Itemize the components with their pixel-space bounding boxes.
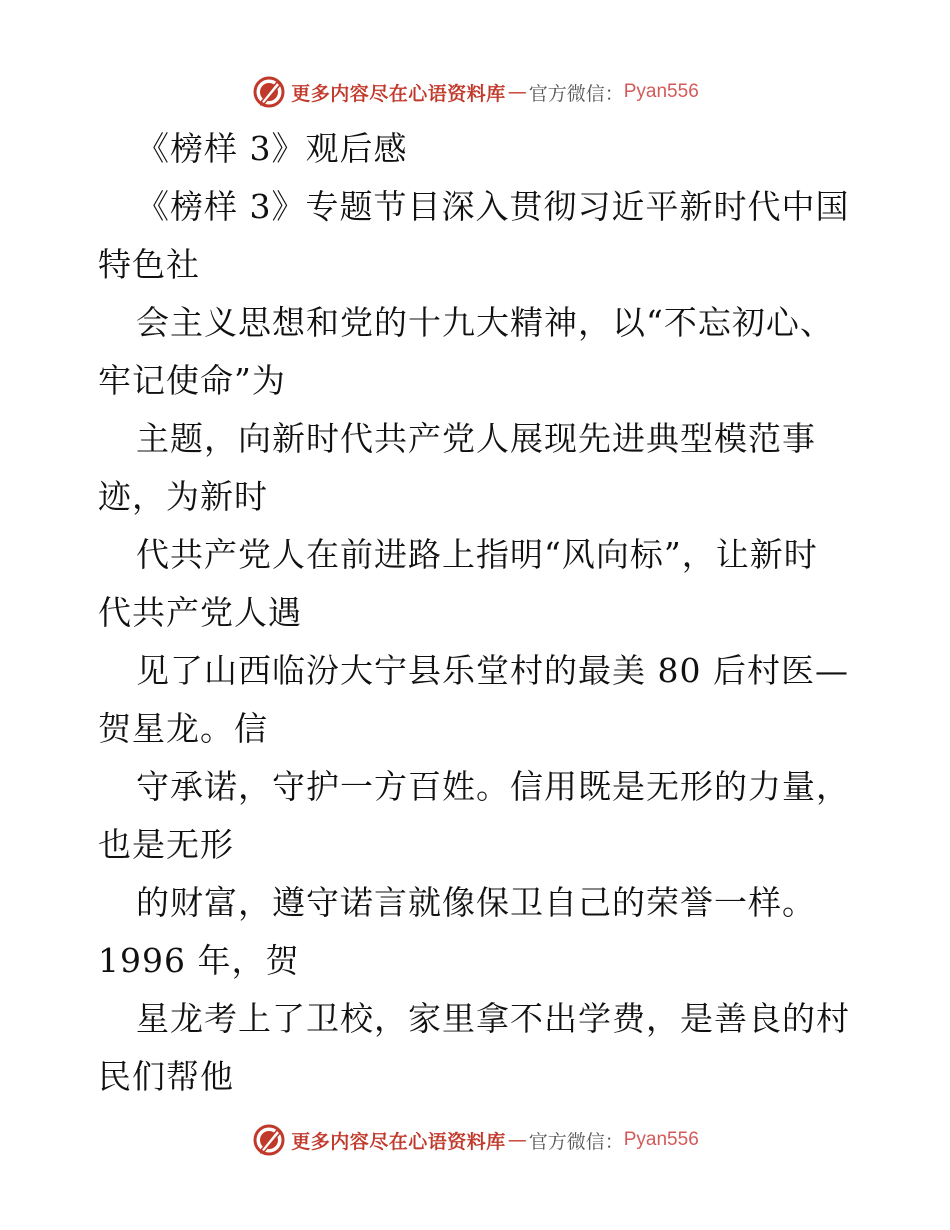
banner-wechat-id: Pyan556 [623, 81, 699, 102]
banner-wechat-id: Pyan556 [623, 1129, 699, 1150]
document-title: 《榜样 3》观后感 [136, 129, 408, 168]
text-line: 守承诺，守护一方百姓。信用既是无形的力量， [136, 767, 850, 806]
banner-label: 官方微信： [528, 1130, 624, 1153]
text-line: 代共产党人在前进路上指明“风向标”，让新时 [136, 535, 818, 574]
text-line: 会主义思想和党的十九大精神，以“不忘初心、 [136, 303, 834, 342]
text-line: 《榜样 3》专题节目深入贯彻习近平新时代中国 [136, 187, 850, 226]
text-line: 的财富，遵守诺言就像保卫自己的荣誉一样。 [136, 883, 816, 922]
text-line: 1996 年，贺 [98, 941, 300, 980]
text-line: 特色社 [98, 245, 200, 284]
footer-banner [0, 1120, 950, 1160]
banner-separator: — [507, 1129, 527, 1151]
text-line: 迹，为新时 [98, 477, 268, 516]
text-line: 民们帮他 [98, 1057, 234, 1096]
document-body [98, 120, 868, 1106]
text-line: 主题，向新时代共产党人展现先进典型模范事 [136, 419, 816, 458]
text-line: 代共产党人遇 [98, 593, 302, 632]
text-line: 贺星龙。信 [98, 709, 268, 748]
pen-logo-icon [251, 74, 287, 110]
text-line: 见了山西临汾大宁县乐堂村的最美 80 后村医— [136, 651, 849, 690]
banner-text: 更多内容尽在心语资料库 [291, 1130, 506, 1153]
text-line: 星龙考上了卫校，家里拿不出学费，是善良的村 [136, 999, 850, 1038]
banner-separator: — [507, 81, 527, 103]
pen-logo-icon [251, 1122, 287, 1158]
banner-label: 官方微信： [528, 82, 624, 105]
header-banner [0, 72, 950, 112]
text-line: 也是无形 [98, 825, 234, 864]
text-line: 牢记使命”为 [98, 361, 286, 400]
banner-text: 更多内容尽在心语资料库 [291, 82, 506, 105]
